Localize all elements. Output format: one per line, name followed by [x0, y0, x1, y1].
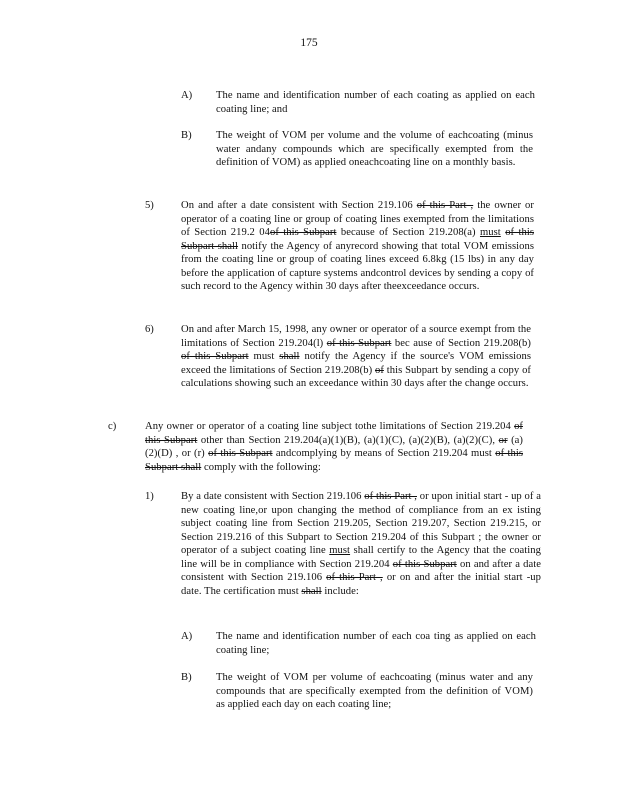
body-text: (a)(2)(D) , or (r)	[145, 434, 523, 459]
paragraph-item	[216, 630, 536, 657]
struck-text: of this Subpart	[392, 558, 457, 570]
paragraph-item	[181, 323, 531, 391]
struck-text: of this Subpart	[145, 421, 523, 446]
paragraph-item	[181, 490, 541, 598]
paragraph-item	[181, 199, 534, 294]
struck-text: of this Subpart	[269, 227, 337, 238]
item-label: 6)	[145, 324, 154, 335]
item-label: c)	[108, 421, 117, 432]
body-text: On and after March 15, 1998, any owner or operator of a source exempt from the limitations of Section 219.204(l)	[181, 324, 531, 349]
struck-text: of this Subpart shall	[181, 227, 534, 252]
paragraph-item	[216, 671, 533, 712]
body-text: bec ause of Section 219.208(b)	[391, 337, 531, 349]
body-text: On and after a date consistent with Section 219.106	[181, 200, 417, 211]
struck-text: of this Part ,	[364, 491, 417, 502]
item-label: A)	[181, 90, 193, 101]
struck-text: shall	[279, 351, 300, 362]
body-text: comply with the following:	[201, 461, 321, 473]
struck-text: or	[498, 434, 508, 446]
struck-text: of this Subpart shall	[145, 448, 523, 473]
body-text: the owner or operator of a coating line or group of coating lines exempted from the limitations of Section 219.2 04	[181, 200, 534, 238]
body-text: or upon initial start - up of a new coating line,or upon changing the method of compliance from an ex isting subject coating line from Section 219.205, Section 219.207, Section 219.215, or Section 219.216 of this Subpart to Section 219.204 of this Subpart ; the owner or operator of a subject coating line	[181, 491, 541, 556]
body-text: because of Section 219.208(a)	[336, 227, 480, 238]
paragraph-item	[145, 420, 523, 474]
item-label: 5)	[145, 200, 154, 211]
struck-text: of this Subpart	[181, 351, 249, 362]
body-text: The weight of VOM per volume and the volume of eachcoating (minus water andany compounds which are specifically exempted from the definition of VOM) as applied oneachcoating line on a monthly basis.	[216, 130, 533, 168]
item-label: B)	[181, 672, 192, 683]
body-text: Any owner or operator of a coating line subject tothe limitations of Section 219.204	[145, 421, 515, 432]
struck-text: shall	[301, 585, 322, 597]
body-text: The name and identification number of each coating as applied on each coating line; and	[216, 90, 535, 115]
body-text: The weight of VOM per volume of eachcoating (minus water and any compounds that are specifically exempted from the definition of VOM) as applied each day on each coating line;	[216, 672, 533, 710]
body-text: or on and after the initial start -up date. The certification must	[181, 572, 541, 597]
struck-text: of this Part ,	[416, 200, 474, 211]
body-text: this Subpart by sending a copy of calculations showing such an exceedance within 30 days after the change occurs.	[181, 364, 532, 389]
body-text: andcomplying by means of Section 219.204 must	[272, 448, 496, 459]
item-label: A)	[181, 631, 193, 642]
body-text: other than Section 219.204(a)(1)(B), (a)(1)(C), (a)(2)(B), (a)(2)(C),	[197, 434, 499, 446]
struck-text: of	[374, 364, 384, 376]
body-text: By a date consistent with Section 219.106	[181, 491, 365, 502]
body-text: notify the Agency if the source's VOM emissions exceed the limitations of Section 219.208(b)	[181, 351, 532, 376]
struck-text: of this Subpart	[208, 448, 273, 459]
body-text: on and after a date consistent with Section 219.106	[181, 558, 541, 583]
body-text: The name and identification number of each coa ting as applied on each coating line;	[216, 631, 536, 656]
struck-text: of this Subpart	[326, 337, 392, 349]
page-number: 175	[300, 37, 318, 49]
struck-text: of this Part ,	[326, 572, 383, 583]
paragraph-item	[216, 129, 533, 170]
body-text: include:	[321, 585, 359, 597]
paragraph-item	[216, 89, 535, 116]
item-label: B)	[181, 130, 192, 141]
item-label: 1)	[145, 491, 154, 502]
underlined-text: must	[329, 545, 351, 556]
underlined-text: must	[479, 227, 501, 238]
body-text: notify the Agency of anyrecord showing that total VOM emissions from the coating line or group of coating lines exceed 6.8kg (15 lbs) in any day before the application of capture systems andcontrol devices by sending a copy of such record to the Agency within 30 days after theexceedance occurs.	[181, 240, 535, 292]
body-text: shall certify to the Agency that the coating line will be in compliance with Section 219.204	[181, 545, 541, 570]
body-text: must	[248, 351, 280, 362]
